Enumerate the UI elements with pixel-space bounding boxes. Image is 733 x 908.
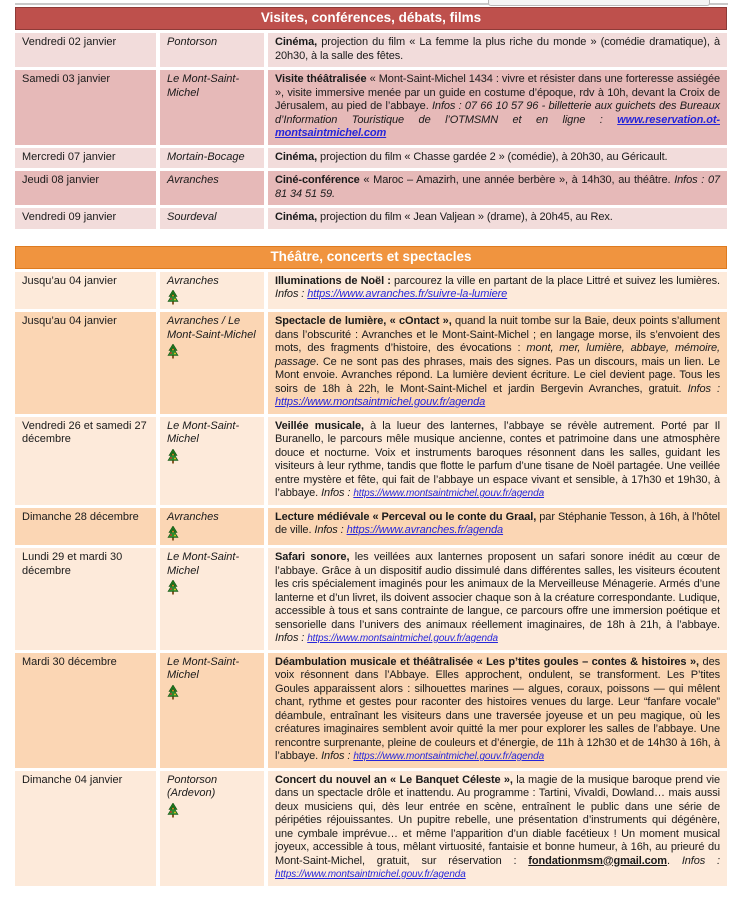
location-name: Pontorson <box>167 36 218 48</box>
text-run: . <box>667 854 682 867</box>
event-location <box>160 208 264 229</box>
event-row <box>15 272 727 310</box>
text-run: projection du film « Jean Valjean » (drame), à 20h45, au Rex. <box>317 211 613 223</box>
text-run: Illuminations de Noël : <box>275 274 391 287</box>
hyperlink[interactable]: https://www.montsaintmichel.gouv.fr/agenda <box>307 633 498 644</box>
text-run: quand la nuit tombe sur la Baie, deux points s’allument dans l’obscurité : Avranches et le Mont-Saint-Michel ; en langage morse, ils s’envoient des mots, des fragments d’histoire, des évocations : <box>275 315 720 354</box>
section-header-visites: Visites, conférences, débats, films <box>15 7 727 30</box>
text-run: Cinéma, <box>275 150 318 163</box>
event-description <box>268 33 727 67</box>
event-description <box>268 312 727 414</box>
location-name: Le Mont-Saint-Michel <box>167 73 240 99</box>
text-run: Infos : <box>687 382 720 395</box>
location-name: Avranches / Le Mont-Saint-Michel <box>167 315 256 341</box>
hyperlink[interactable]: www.reservation.ot-montsaintmichel.com <box>275 113 720 139</box>
text-run: parcourez la ville en partant de la place Littré et suivez les lumières. <box>390 274 720 287</box>
event-description <box>268 171 727 205</box>
event-date: Vendredi 26 et samedi 27 décembre <box>15 417 156 505</box>
event-date: Jusqu’au 04 janvier <box>15 312 156 414</box>
text-run: Infos : 07 66 10 57 96 - billetterie aux guichets des Bureaux d’Information Touristique de l’OTMSMN et en ligne : <box>275 100 720 126</box>
text-run: Infos : <box>275 632 308 644</box>
event-row <box>15 171 727 205</box>
event-location <box>160 33 264 67</box>
location-name: Le Mont-Saint-Michel <box>167 419 240 445</box>
christmas-tree-icon <box>167 580 257 595</box>
text-run: projection du film « La femme la plus riche du monde » (comédie dramatique), à 20h30, à la salle des fêtes. <box>275 36 720 62</box>
text-run: Lecture médiévale « Perceval ou le conte du Graal, <box>275 510 537 523</box>
cropped-content-above <box>15 0 728 5</box>
event-date: Vendredi 02 janvier <box>15 33 156 67</box>
text-run: . Ce ne sont pas des phrases, mais des signes. Pas un discours, mais un lien. Le Mont envoie. Avranches répond. La lumière devient écriture. Le ciel devient page. Tous les soirs de 18h à 22h, le Mont-Saint-Michel et jardin Bergevin Avranches, gratuit. <box>275 355 720 395</box>
text-run: des voix résonnent dans l’Abbaye. Elles approchent, ondulent, se transforment. Les P’tites Goules apparaissent alors : silhouettes marines — algues, coraux, poissons — qui mêlent chant, rythme et gestes pour raconter des histoires venues du large. Leur “fanfare vocale” déambule, entraînant les visiteurs dans une traversée joyeuse et un peu magique, où les créatures imaginaires semblent avoir quitté la mer pour explorer les salles de l’abbaye. Une rencontre surprenante, pleine de couleurs et d’énergie, de 11h à 12h30 et de 14h30 à 16h, à l’abbaye. <box>275 655 720 762</box>
hyperlink[interactable]: https://www.avranches.fr/agenda <box>346 524 504 536</box>
text-run: Infos : <box>321 750 354 762</box>
text-run: Cinéma, <box>275 36 318 48</box>
location-name: Pontorson (Ardevon) <box>167 773 218 799</box>
event-location <box>160 70 264 145</box>
christmas-tree-icon <box>167 344 257 359</box>
event-date: Dimanche 04 janvier <box>15 771 156 886</box>
text-run: Infos : <box>275 288 308 300</box>
event-description <box>268 653 727 768</box>
event-location <box>160 171 264 205</box>
event-row <box>15 653 727 768</box>
text-run: « Maroc – Amazirh, une année berbère », à 14h30, au théâtre. <box>359 174 675 186</box>
section-theatre <box>15 246 727 886</box>
event-row <box>15 148 727 169</box>
event-description <box>268 208 727 229</box>
text-run: Infos : <box>314 524 347 536</box>
location-name: Le Mont-Saint-Michel <box>167 551 240 577</box>
location-name: Avranches <box>167 174 219 186</box>
event-row <box>15 312 727 414</box>
text-run: projection du film « Chasse gardée 2 » (comédie), à 20h30, au Géricault. <box>317 150 668 163</box>
event-row <box>15 208 727 229</box>
text-run: Ciné-conférence <box>275 174 360 186</box>
text-run: Visite théâtralisée <box>275 73 367 85</box>
event-description <box>268 272 727 310</box>
text-run: la magie de la musique baroque prend vie dans un spectacle drôle et inattendu. Au programme : Tartini, Vivaldi, Dowland… mais aussi deux musiciens qui, dès leur entrée en scène, entraînent le public dans une série de péripéties réjouissantes. Un pupitre rebelle, une présentation d’instruments qui dégénère, une cymbale imprévue… et même l’apparition d’un diable facétieux ! Un moment musical joyeux, accessible à tous, mêlant virtuosité, fantaisie et bonne humeur, à 16h, au prieuré du Mont-Saint-Michel, gratuit, sur réservation : <box>275 773 720 867</box>
event-location <box>160 548 264 650</box>
event-location <box>160 312 264 414</box>
event-description <box>268 771 727 886</box>
hyperlink[interactable]: https://www.avranches.fr/suivre-la-lumiere <box>307 288 508 300</box>
christmas-tree-icon <box>167 526 257 541</box>
event-location <box>160 508 264 546</box>
event-description <box>268 70 727 145</box>
christmas-tree-icon <box>167 685 257 700</box>
section-visites <box>15 7 727 229</box>
event-location <box>160 272 264 310</box>
text-run: Infos : 07 81 34 51 59. <box>275 174 720 200</box>
event-row <box>15 70 727 145</box>
event-location <box>160 417 264 505</box>
event-row <box>15 33 727 67</box>
text-run: « Mont-Saint-Michel 1434 : vivre et résister dans une forteresse assiégée », visite immersive menée par un guide en costume d’époque, rdv à 10h, devant la Croix de Jérusalem, au pied de l’abbaye. <box>275 73 720 112</box>
hyperlink[interactable]: https://www.montsaintmichel.gouv.fr/agenda <box>275 869 466 880</box>
event-description <box>268 148 727 169</box>
location-name: Avranches <box>167 274 219 287</box>
event-row <box>15 417 727 505</box>
location-name: Sourdeval <box>167 211 217 223</box>
event-date: Jeudi 08 janvier <box>15 171 156 205</box>
event-date: Jusqu’au 04 janvier <box>15 272 156 310</box>
text-run: les veillées aux lanternes proposent un safari sonore inédit au cœur de l’abbaye. Grâce à un dispositif audio dissimulé dans différentes salles, les visiteurs écoutent les cris spécialement imaginés pour les animaux de la Merveilleuse Ménagerie. Armés d’une lanterne et d’un livret, ils doivent associer chaque son à la créature correspondante. Ludique, accessible à tous et sans contrainte de langue, ce parcours offre une immersion poétique et sensorielle dans l’univers des animaux réellement imaginaires, de 18h à 21h, à l’abbaye. <box>275 551 720 631</box>
location-name: Le Mont-Saint-Michel <box>167 655 240 681</box>
cropped-tab-remnant <box>488 0 710 6</box>
event-location <box>160 771 264 886</box>
event-date: Dimanche 28 décembre <box>15 508 156 546</box>
location-name: Avranches <box>167 510 219 523</box>
text-run: Concert du nouvel an « Le Banquet Céleste », <box>275 773 513 786</box>
event-row <box>15 508 727 546</box>
section-header-theatre: Théâtre, concerts et spectacles <box>15 246 727 269</box>
hyperlink[interactable]: https://www.montsaintmichel.gouv.fr/agenda <box>275 396 486 408</box>
email-link[interactable]: fondationmsm@gmail.com <box>528 854 667 867</box>
text-run: Infos : <box>321 487 354 499</box>
text-run: mont, mer, lumière, abbaye, mémoire, passage <box>275 342 720 368</box>
text-run: Spectacle de lumière, « cOntact », <box>275 315 452 327</box>
christmas-tree-icon <box>167 803 257 818</box>
event-description <box>268 548 727 650</box>
event-description <box>268 417 727 505</box>
text-run: Cinéma, <box>275 211 318 223</box>
event-location <box>160 653 264 768</box>
event-date: Mercredi 07 janvier <box>15 148 156 169</box>
christmas-tree-icon <box>167 290 257 305</box>
hyperlink[interactable]: https://www.montsaintmichel.gouv.fr/agenda <box>353 488 545 499</box>
event-row <box>15 771 727 886</box>
event-description <box>268 508 727 546</box>
christmas-tree-icon <box>167 449 257 464</box>
text-run: à la lueur des lanternes, l’abbaye se révèle autrement. Porté par Il Buranello, le parcours mêle musique ancienne, contes et patrimoine dans une atmosphère douce et nocturne. Voix et instruments baroques résonnent dans les salles, guidant les visiteurs à leur rythme, tandis que flotte le parfum d’une tisane de Noël partagée. Une veillée entre mystère et fête, qui fait de l’abbaye un espace vivant et sensible, à 17h30 et 19h30, à l’abbaye. <box>275 419 720 499</box>
event-row <box>15 548 727 650</box>
text-run: Déambulation musicale et théâtralisée « Les p’tites goules – contes & histoires », <box>275 655 699 668</box>
location-name: Mortain-Bocage <box>167 150 245 163</box>
event-date: Samedi 03 janvier <box>15 70 156 145</box>
text-run: Safari sonore, <box>275 551 350 563</box>
event-date: Mardi 30 décembre <box>15 653 156 768</box>
event-date: Lundi 29 et mardi 30 décembre <box>15 548 156 650</box>
text-run: Infos : <box>681 854 720 867</box>
text-run: Veillée musicale, <box>275 419 364 432</box>
event-date: Vendredi 09 janvier <box>15 208 156 229</box>
event-location <box>160 148 264 169</box>
hyperlink[interactable]: https://www.montsaintmichel.gouv.fr/agenda <box>353 751 545 762</box>
text-run: par Stéphanie Tesson, à 16h, à l’hôtel de ville. <box>275 510 721 536</box>
